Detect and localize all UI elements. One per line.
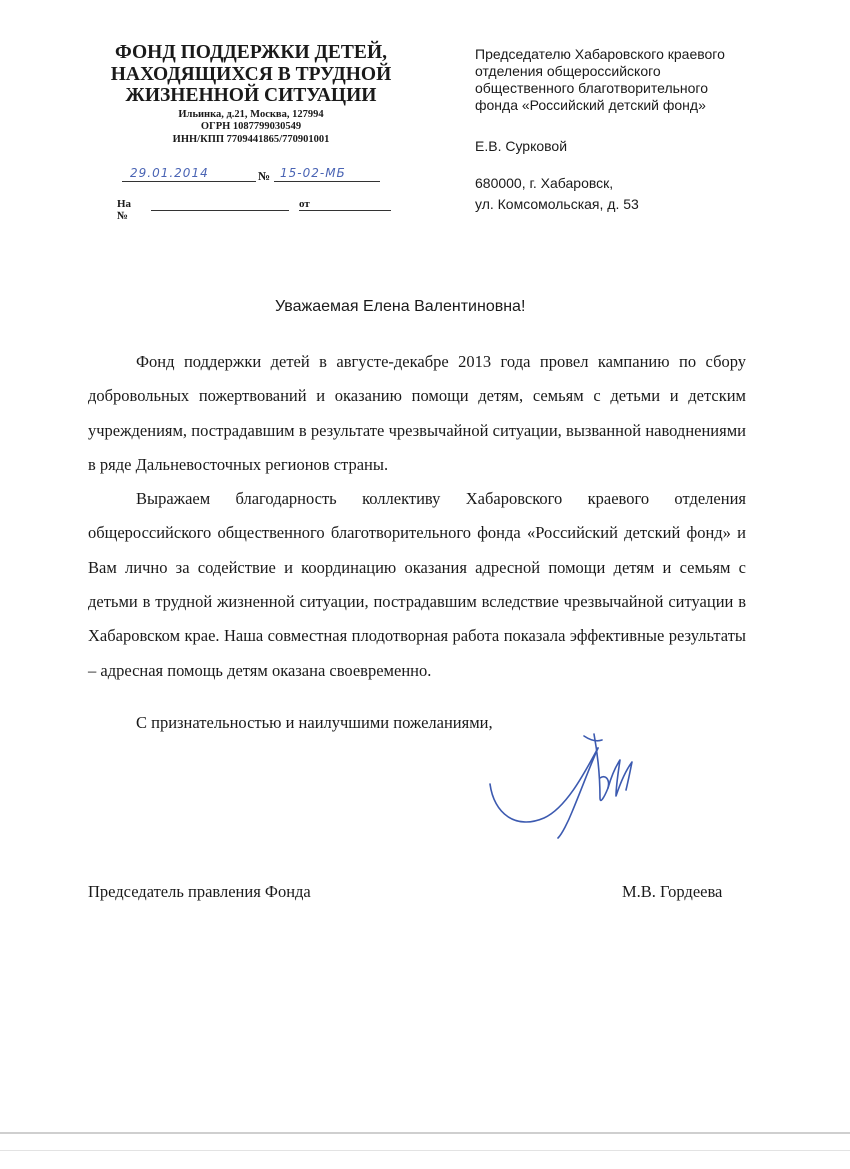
number-underline	[274, 181, 380, 182]
handwritten-signature	[486, 726, 636, 841]
on-no-blank	[151, 210, 289, 211]
closing-line: С признательностью и наилучшими пожеланиями,	[136, 713, 493, 732]
handwritten-number: 15-02-МБ	[280, 166, 346, 180]
outgoing-reference	[112, 166, 380, 187]
org-name-line1: ФОНД ПОДДЕРЖКИ ДЕТЕЙ,	[115, 42, 387, 63]
addressee-line3: общественного благотворительного	[475, 80, 709, 96]
from-blank	[299, 210, 391, 211]
org-ogrn: ОГРН 1087799030549	[200, 121, 302, 132]
org-inn-kpp: ИНН/КПП 7709441865/770901001	[172, 133, 330, 145]
on-no-label: На №	[117, 198, 132, 222]
postal-line1: 680000, г. Хабаровск,	[475, 175, 614, 191]
handwritten-date: 29.01.2014	[130, 166, 209, 180]
postal-line2: ул. Комсомольская, д. 53	[475, 196, 639, 212]
from-label: от	[299, 198, 310, 210]
signatory-name: М.В. Гордеева	[622, 882, 723, 901]
scan-edge-line	[0, 1132, 850, 1134]
number-sign: №	[258, 169, 271, 183]
org-address: Ильинка, д.21, Москва, 127994	[178, 108, 324, 120]
paragraph-2: Выражаем благодарность коллективу Хабаровского краевого отделения общероссийского общественного благотворительного фонда «Российский детский фонд» и Вам лично за содействие и координацию оказания адресной помощи детям и семьям с детьми в трудной жизненной ситуации, пострадавшим вследствие чрезвычайной ситуации в Хабаровском крае. Наша совместная плодотворная работа показала эффективные результаты – адресная помощь детям оказана своевременно.	[88, 489, 746, 680]
letterhead	[96, 42, 406, 146]
org-name-line2: НАХОДЯЩИХСЯ В ТРУДНОЙ	[110, 63, 392, 85]
addressee-block	[475, 46, 775, 215]
org-name-line3: ЖИЗНЕННОЙ СИТУАЦИИ	[125, 85, 377, 106]
addressee-line1: Председателю Хабаровского краевого	[475, 46, 725, 62]
date-underline	[122, 181, 256, 182]
addressee-line4: фонда «Российский детский фонд»	[475, 97, 706, 113]
scan-edge-line-lower	[0, 1150, 850, 1151]
signatory-title: Председатель правления Фонда	[88, 882, 311, 901]
paragraph-1: Фонд поддержки детей в августе-декабре 2013 года провел кампанию по сбору добровольных пожертвований и оказанию помощи детям, семьям с детьми и детским учреждениям, пострадавшим в результате чрезвычайной ситуации, вызванной наводнениями в ряде Дальневосточных регионов страны.	[88, 352, 746, 474]
addressee-name: Е.В. Сурковой	[475, 138, 568, 154]
addressee-postal	[475, 173, 775, 215]
greeting: Уважаемая Елена Валентиновна!	[275, 298, 526, 315]
letter-body	[88, 345, 746, 688]
addressee-line2: отделения общероссийского	[475, 63, 661, 79]
